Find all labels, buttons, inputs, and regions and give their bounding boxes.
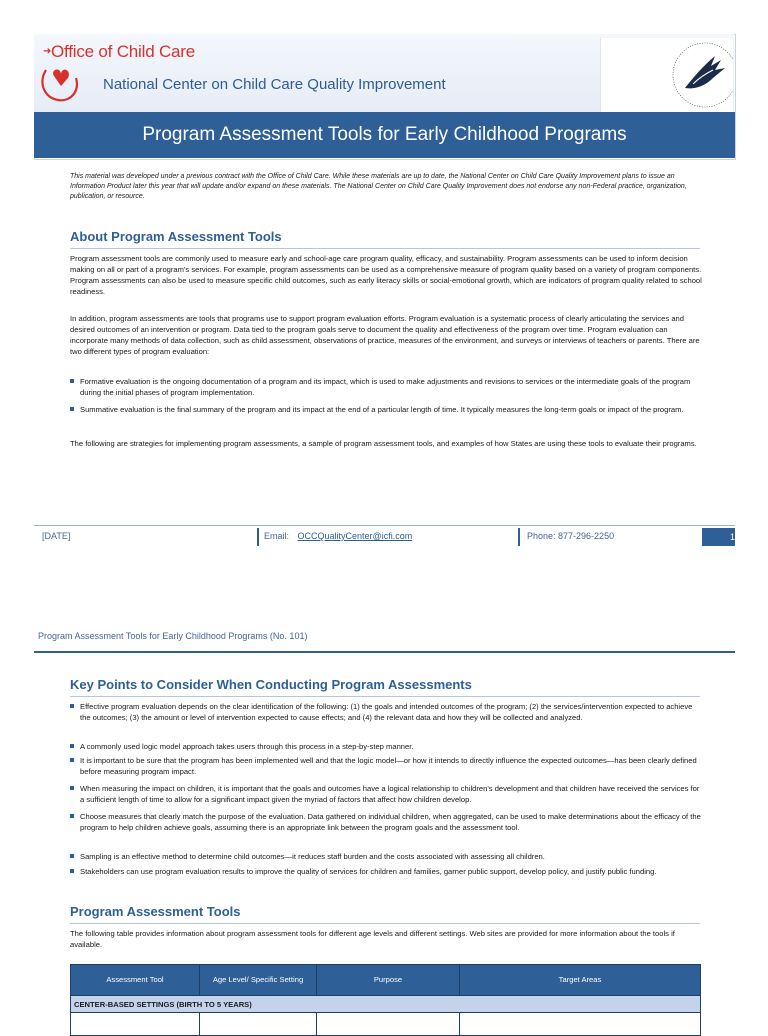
key-point: A commonly used logic model approach takes users through this process in a step-by-step manner. [70,741,702,752]
footer-separator [518,528,520,546]
footer-phone: Phone: 877-296-2250 [527,531,615,541]
logo-text: Office of Child Care [51,42,196,61]
column-header: Assessment Tool [71,965,200,996]
table-cell [71,1013,200,1036]
about-para-2: In addition, program assessments are tools that programs use to support program evaluation efforts. Program evaluation is a systematic process of clearly articulating the services and desired outcomes of an intervention or program. Data tied to the program goals serve to document the quality and effectiveness of the program over time. Program evaluation can incorporate many methods of data collection, such as child assessment, observations of practice, measures of the environment, and surveys or interviews of teachers or parents. There are two different types of program evaluation: [70,314,700,356]
key-point: Stakeholders can use program evaluation results to improve the quality of services for children and families, garner public support, develop policy, and justify public funding. [70,866,702,877]
running-head-rule [34,651,735,653]
column-header: Target Areas [460,965,701,996]
footer-date: [DATE] [42,531,71,541]
tools-intro: The following table provides information about program assessment tools for different age levels and different settings. Web sites are provided for more information about the tools if available. [70,929,675,949]
hhs-seal [600,38,733,112]
footer-separator [257,528,259,546]
footer-rule [34,525,735,526]
page-title: Program Assessment Tools for Early Childhood Programs [142,124,627,145]
about-para-1: Program assessment tools are commonly used to measure early and school-age care program quality, efficacy, and sustainability. Program assessments can be used to inform decision making on all or part of a program's services. For example, program assessments can be used as a comprehensive measure of program quality based on a variety of program components. Program assessments can also be used to measure specific child outcomes, such as early literacy skills or social-emotional growth, which are indicators of program quality related to school readiness. [70,254,702,296]
table-cell [200,1013,317,1036]
footer-email-link[interactable]: OCCQualityCenter@icfi.com [297,531,413,541]
table-cell [460,1013,701,1036]
key-points-rule [70,696,700,697]
footer-email-label: Email: [264,531,290,541]
column-header: Purpose [317,965,460,996]
key-point: Sampling is an effective method to determine child outcomes—it reduces staff burden and the costs associated with assessing all children. [70,851,702,862]
key-point: Choose measures that clearly match the purpose of the evaluation. Data gathered on individual children, when aggregated, can be used to make determinations about the efficacy of the program to help children achieve goals, assuming there is an appropriate link between the program goals and the assessment tool. [70,811,702,833]
section-label: CENTER-BASED SETTINGS (BIRTH TO 5 YEARS) [71,996,701,1013]
center-name: National Center on Child Care Quality Improvement [103,76,446,93]
key-points-heading: Key Points to Consider When Conducting Program Assessments [70,677,472,692]
disclaimer: This material was developed under a previous contract with the Office of Child Care. While these materials are up to date, the National Center on Child Care Quality Improvement plans to issue an Information Product later this year that will update and/or expand on these materials. The National Center on Child Care Quality Improvement does not endorse any non-Federal practice, organization, publication, or resource. [70,173,687,200]
table-row [71,1013,701,1036]
table-header-row [71,965,701,996]
table-cell [317,1013,460,1036]
hhs-eagle-icon [601,38,733,112]
footer-email [264,531,412,541]
key-point: It is important to be sure that the program has been implemented well and that the logic model—or how it intends to directly influence the expected outcomes—has been clearly defined before measuring program impact. [70,755,702,777]
running-head: Program Assessment Tools for Early Childhood Programs (No. 101) [38,631,308,641]
table-section-row [71,996,701,1013]
column-header: Age Level/ Specific Setting [200,965,317,996]
about-para-3: The following are strategies for implementing program assessments, a sample of program assessment tools, and examples of how States are using these tools to evaluate their programs. [70,439,697,448]
page-number: 1 [702,528,735,546]
logo-arrow-icon: ➜ [43,46,52,57]
key-point: Effective program evaluation depends on the clear identification of the following: (1) the goals and intended outcomes of the program; (2) the services/intervention expected to achieve the outcomes; (3) the amount or level of intervention expected to cause effects; and (4) the relevant data and how they will be collected and analyzed. [70,701,702,723]
tools-heading: Program Assessment Tools [70,904,241,919]
about-heading-rule [70,248,700,249]
tools-heading-rule [70,923,700,924]
about-heading: About Program Assessment Tools [70,229,282,244]
bullet-formative: Formative evaluation is the ongoing documentation of a program and its impact, which is used to make adjustments and revisions to services or the intermediate goals of the program during the initial phases of program implementation. [70,376,702,398]
key-point: When measuring the impact on children, it is important that the goals and outcomes have a logical relationship to children's development and that children have received the services for a sufficient length of time to allow for a significant impact given the myriad of factors that affect how children develop. [70,783,702,805]
tools-table [70,964,701,1036]
bullet-summative: Summative evaluation is the final summary of the program and its impact at the end of a particular length of time. It typically measures the long-term goals or impact of the program. [70,404,702,415]
